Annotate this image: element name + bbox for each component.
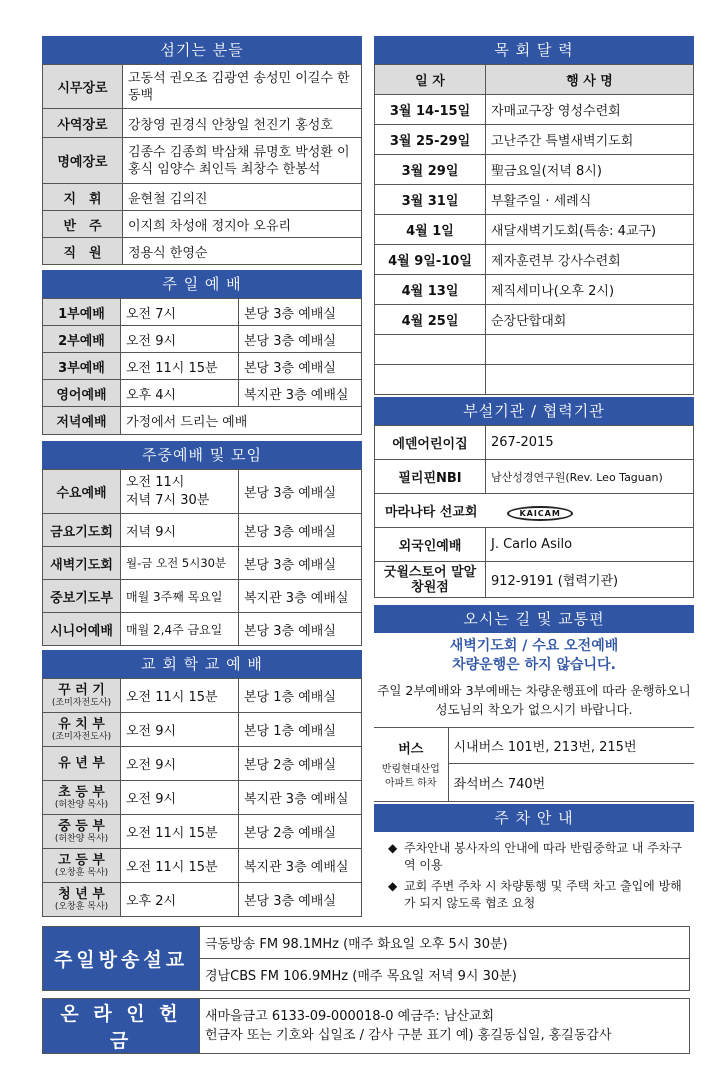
service-time: 오전 11시 15분 (121, 815, 239, 849)
directions-text: 주일 2부예배와 3부예배는 차량운행표에 따라 운행하오니 성도님의 착오가 없으시기 바랍니다. (377, 683, 691, 717)
partner-name: 에덴어린이집 (375, 426, 486, 460)
service-name: 새벽기도회 (43, 547, 121, 580)
bus-stop: 반림현대산업 아파트 하차 (381, 764, 440, 789)
partners-section (374, 397, 694, 598)
broadcast-line-2: 경남CBS FM 106.9MHz (매주 목요일 저녁 9시 30분) (200, 959, 690, 991)
col-event: 행 사 명 (486, 65, 694, 95)
col-date: 일 자 (375, 65, 486, 95)
service-place: 본당 2층 예배실 (239, 815, 362, 849)
parking-item: ◆ 교회 주변 주차 시 차량통행 및 주택 차고 출입에 방해가 되지 않도록 협조 요청 (388, 878, 682, 912)
staff-label: 지 휘 (43, 184, 123, 211)
parking-item: ◆ 주차안내 봉사자의 안내에 따라 반림중학교 내 주차구역 이용 (388, 840, 682, 874)
school-section (42, 650, 362, 917)
kaicam-logo: KAICAM (507, 506, 572, 521)
service-place: 복지관 3층 예배실 (239, 380, 362, 407)
service-time: 월-금 오전 5시30분 (121, 547, 239, 580)
event-date: 3월 25-29일 (375, 125, 486, 155)
partner-value: 남산성경연구원(Rev. Leo Taguan) (486, 460, 694, 494)
service-time: 매월 2,4주 금요일 (121, 613, 239, 646)
service-place: 복지관 3층 예배실 (239, 580, 362, 613)
staff-table (42, 64, 362, 265)
service-name: 시니어예배 (43, 613, 121, 646)
bus-line-1: 시내버스 101번, 213번, 215번 (448, 728, 694, 764)
offering-section (42, 998, 690, 1054)
service-name: 영어예배 (43, 380, 121, 407)
service-name: 금요기도회 (43, 514, 121, 547)
school-table (42, 678, 362, 917)
service-time: 오전 9시 (121, 781, 239, 815)
event-date: 4월 1일 (375, 215, 486, 245)
parking-list (374, 832, 694, 912)
staff-value: 강창영 권경식 안창일 천진기 홍성호 (123, 109, 362, 138)
service-name: 저녁예배 (43, 407, 121, 435)
school-title: 교 회 학 교 예 배 (42, 650, 362, 678)
dept-name: 중 등 부 (허찬양 목사) (43, 815, 121, 849)
staff-label: 시무장로 (43, 65, 123, 109)
service-place: 본당 3층 예배실 (239, 547, 362, 580)
service-place: 본당 2층 예배실 (239, 747, 362, 781)
offering-info (200, 999, 690, 1054)
offering-line-1: 새마을금고 6133-09-000018-0 예금주: 남산교회 (205, 1009, 495, 1024)
staff-title: 섬기는 분들 (42, 36, 362, 64)
service-name: 중보기도부 (43, 580, 121, 613)
service-place: 본당 3층 예배실 (239, 353, 362, 380)
staff-label: 명예장로 (43, 138, 123, 184)
partner-name: 마라나타 선교회 (385, 504, 478, 520)
event-date: 3월 31일 (375, 185, 486, 215)
event-date (375, 365, 486, 395)
partner-name: 외국인예배 (375, 528, 486, 562)
staff-section (42, 36, 362, 265)
dept-teacher: (허찬양 목사) (54, 799, 109, 810)
staff-label: 직 원 (43, 238, 123, 265)
service-place: 본당 3층 예배실 (239, 326, 362, 353)
staff-label: 반 주 (43, 211, 123, 238)
dept-name: 고 등 부 (오창훈 목사) (43, 849, 121, 883)
service-name: 3부예배 (43, 353, 121, 380)
event-name (486, 365, 694, 395)
partner-value: 912-9191 (협력기관) (486, 562, 694, 598)
directions-title: 오시는 길 및 교통편 (374, 605, 694, 633)
service-name: 수요예배 (43, 470, 121, 514)
calendar-table (374, 64, 694, 395)
broadcast-section (42, 926, 690, 991)
partner-row-maranatha (375, 494, 694, 528)
service-time: 오전 7시 (121, 299, 239, 326)
bus-label-cell (374, 728, 448, 802)
service-place: 본당 3층 예배실 (239, 514, 362, 547)
service-name: 2부예배 (43, 326, 121, 353)
partners-table (374, 425, 694, 598)
partner-name: 필리핀NBI (375, 460, 486, 494)
partner-name: 굿윌스토어 말알창원점 (375, 562, 486, 598)
offering-table (42, 998, 690, 1054)
service-time: 오후 4시 (121, 380, 239, 407)
service-place: 본당 1층 예배실 (239, 713, 362, 747)
service-time: 매월 3주째 목요일 (121, 580, 239, 613)
event-name: 고난주간 특별새벽기도회 (486, 125, 694, 155)
broadcast-table (42, 926, 690, 991)
service-place: 본당 3층 예배실 (239, 299, 362, 326)
offering-label: 온 라 인 헌 금 (43, 999, 200, 1054)
service-place: 복지관 3층 예배실 (239, 781, 362, 815)
dept-teacher: (조미자전도사) (51, 697, 112, 708)
staff-value: 김종수 김종희 박삼채 류명호 박성환 이홍식 임양수 최인득 최창수 한봉석 (123, 138, 362, 184)
event-name: 자매교구장 영성수련회 (486, 95, 694, 125)
event-date: 4월 25일 (375, 305, 486, 335)
service-time: 오전 9시 (121, 747, 239, 781)
broadcast-label: 주일방송설교 (43, 927, 200, 991)
dept-name: 초 등 부 (허찬양 목사) (43, 781, 121, 815)
service-name: 1부예배 (43, 299, 121, 326)
weekday-table (42, 469, 362, 646)
parking-section (374, 804, 694, 916)
dept-name: 청 년 부 (오창훈 목사) (43, 883, 121, 917)
dept-name: 꾸 러 기 (조미자전도사) (43, 679, 121, 713)
weekday-section (42, 441, 362, 646)
partner-value: 267-2015 (486, 426, 694, 460)
service-place: 본당 3층 예배실 (239, 883, 362, 917)
event-name: 순장단합대회 (486, 305, 694, 335)
event-name: 제직세미나(오후 2시) (486, 275, 694, 305)
service-place: 복지관 3층 예배실 (239, 849, 362, 883)
calendar-section (374, 36, 694, 395)
offering-line-2: 헌금자 또는 기호와 십일조 / 감사 구분 표기 예) 홍길동십일, 홍길동감사 (205, 1028, 612, 1043)
event-name: 새달새벽기도회(특송: 4교구) (486, 215, 694, 245)
event-date: 3월 14-15일 (375, 95, 486, 125)
staff-value: 고동석 권오조 김광연 송성민 이길수 한동백 (123, 65, 362, 109)
service-place: 본당 3층 예배실 (239, 613, 362, 646)
sunday-section (42, 270, 362, 435)
service-time: 오전 9시 (121, 326, 239, 353)
event-date: 4월 9일-10일 (375, 245, 486, 275)
dept-teacher: (오창훈 목사) (54, 867, 109, 878)
event-date: 4월 13일 (375, 275, 486, 305)
event-name (486, 335, 694, 365)
service-place: 본당 3층 예배실 (239, 470, 362, 514)
staff-value: 이지희 차성애 정지아 오유리 (123, 211, 362, 238)
dept-teacher: (오창훈 목사) (54, 901, 109, 912)
service-time: 오후 2시 (121, 883, 239, 917)
dept-teacher: (조미자전도사) (51, 731, 112, 742)
event-date: 3월 29일 (375, 155, 486, 185)
service-time: 오전 9시 (121, 713, 239, 747)
event-date (375, 335, 486, 365)
event-name: 부활주일 · 세례식 (486, 185, 694, 215)
bus-table (374, 727, 694, 802)
bus-line-2: 좌석버스 740번 (448, 764, 694, 802)
service-time: 오전 11시 저녁 7시 30분 (121, 470, 239, 514)
event-name: 제자훈련부 강사수련회 (486, 245, 694, 275)
service-time: 저녁 9시 (121, 514, 239, 547)
dept-name: 유 년 부 (43, 747, 121, 781)
partner-value: J. Carlo Asilo (486, 528, 694, 562)
service-time: 가정에서 드리는 예배 (121, 407, 362, 435)
service-time: 오전 11시 15분 (121, 849, 239, 883)
staff-value: 윤현철 김의진 (123, 184, 362, 211)
sunday-table (42, 298, 362, 435)
service-place: 본당 1층 예배실 (239, 679, 362, 713)
directions-section (374, 605, 694, 802)
event-name: 聖금요일(저녁 8시) (486, 155, 694, 185)
calendar-title: 목 회 달 력 (374, 36, 694, 64)
dept-teacher: (허찬양 목사) (54, 833, 109, 844)
directions-notice-1: 새벽기도회 / 수요 오전예배 (449, 638, 619, 654)
staff-label: 사역장로 (43, 109, 123, 138)
bus-label: 버스 (398, 742, 424, 757)
broadcast-line-1: 극동방송 FM 98.1MHz (매주 화요일 오후 5시 30분) (200, 927, 690, 959)
staff-value: 정용식 한영순 (123, 238, 362, 265)
parking-title: 주 차 안 내 (374, 804, 694, 832)
dept-name: 유 치 부 (조미자전도사) (43, 713, 121, 747)
sunday-title: 주 일 예 배 (42, 270, 362, 298)
directions-notice-2: 차량운행은 하지 않습니다. (452, 657, 616, 673)
service-time: 오전 11시 15분 (121, 679, 239, 713)
weekday-title: 주중예배 및 모임 (42, 441, 362, 469)
partners-title: 부설기관 / 협력기관 (374, 397, 694, 425)
service-time: 오전 11시 15분 (121, 353, 239, 380)
